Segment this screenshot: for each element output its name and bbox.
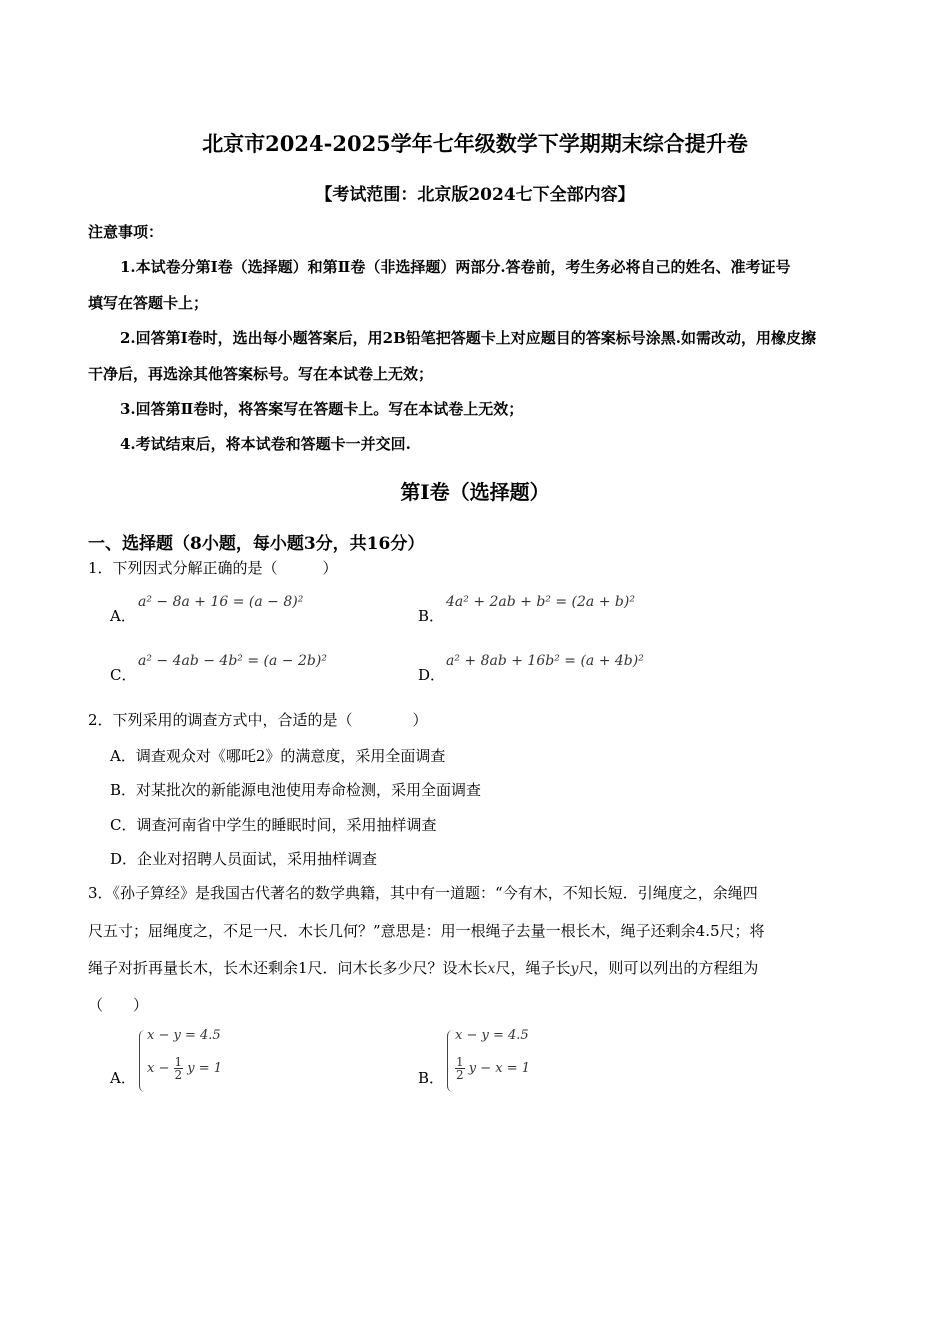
q1-option-c-expr: a² − 4ab − 4b² = (a − 2b)² <box>138 653 327 669</box>
part-one-heading: 一、选择题（8小题，每小题3分，共16分） <box>88 534 425 554</box>
q3-option-b-brace <box>447 1030 454 1092</box>
q3-option-a-frac-num: 1 <box>174 1055 183 1069</box>
q2-option-a: A．调查观众对《哪吒2》的满意度，采用全面调查 <box>110 747 446 765</box>
q3-option-b-eq2 <box>455 1056 530 1081</box>
notes-heading: 注意事项： <box>88 223 164 241</box>
q3-line-3-part-c: 尺，则可以列出的方程组为 <box>578 959 759 977</box>
q2-stem: 2．下列采用的调查方式中，合适的是（ ） <box>88 711 428 729</box>
q2-option-b: B．对某批次的新能源电池使用寿命检测，采用全面调查 <box>110 781 482 799</box>
q1-option-d-label: D． <box>418 666 446 684</box>
note-3: 3.回答第Ⅱ卷时，将答案写在答题卡上。写在本试卷上无效； <box>120 400 524 418</box>
q2-option-d: D．企业对招聘人员面试，采用抽样调查 <box>110 850 378 868</box>
q3-option-b-frac-num: 1 <box>456 1055 464 1069</box>
q3-line-3 <box>88 957 758 978</box>
q3-var-y: y <box>570 961 579 977</box>
q1-option-a-expr: a² − 8a + 16 = (a − 8)² <box>138 594 304 610</box>
q3-option-a-frac-den: 2 <box>174 1068 183 1082</box>
note-1-line-2: 填写在答题卡上； <box>88 294 209 312</box>
q2-option-c: C．调查河南省中学生的睡眠时间，采用抽样调查 <box>110 816 437 834</box>
q3-option-a-fraction <box>174 1056 184 1081</box>
q3-line-3-part-b: 尺，绳子长 <box>495 959 571 977</box>
section-title: 第I卷（选择题） <box>400 480 550 504</box>
exam-scope: 【考试范围：北京版2024七下全部内容】 <box>315 185 635 205</box>
q3-option-a-eq2-left: x − <box>147 1061 170 1076</box>
note-2-line-1: 2.回答第Ⅰ卷时，选出每小题答案后，用2B铅笔把答题卡上对应题目的答案标号涂黑.如需改动，用橡皮擦 <box>120 329 817 347</box>
q3-line-2: 尺五寸；屈绳度之，不足一尺．木长几何？”意思是：用一根绳子去量一根长木，绳子还剩余4.5尺；将 <box>88 922 765 940</box>
q3-option-a-eq2-right: y = 1 <box>187 1061 223 1076</box>
q3-option-b-eq1: x − y = 4.5 <box>455 1028 529 1043</box>
note-2-line-2: 干净后，再选涂其他答案标号。写在本试卷上无效； <box>88 365 434 383</box>
q3-answer-paren: （ ） <box>88 996 149 1014</box>
note-1-line-1: 1.本试卷分第Ⅰ卷（选择题）和第Ⅱ卷（非选择题）两部分.答卷前，考生务必将自己的姓名、准考证号 <box>120 258 791 276</box>
q3-option-a-eq2 <box>147 1056 222 1081</box>
q1-option-d-expr: a² + 8ab + 16b² = (a + 4b)² <box>446 653 644 669</box>
q3-option-b-frac-den: 2 <box>456 1068 464 1082</box>
q1-option-b-expr: 4a² + 2ab + b² = (2a + b)² <box>446 594 635 610</box>
q3-option-a-label: A． <box>110 1069 136 1087</box>
q3-var-x: x <box>487 961 496 977</box>
page-title: 北京市2024-2025学年七年级数学下学期期末综合提升卷 <box>202 131 748 156</box>
q1-option-c-label: C． <box>110 666 137 684</box>
q3-line-3-part-a: 绳子对折再量长木，长木还剩余1尺．问木长多少尺？设木长 <box>88 959 488 977</box>
q3-line-1: 3．《孙子算经》是我国古代著名的数学典籍，其中有一道题：“今有木，不知长短．引绳度之，余绳四 <box>88 884 758 902</box>
q3-option-a-eq1: x − y = 4.5 <box>147 1028 221 1043</box>
q1-stem: 1．下列因式分解正确的是（ ） <box>88 559 338 577</box>
q3-option-b-label: B． <box>418 1069 445 1087</box>
note-4: 4.考试结束后，将本试卷和答题卡一并交回. <box>120 435 411 453</box>
q3-option-a-brace <box>139 1030 146 1092</box>
q1-option-a-label: A． <box>110 607 136 625</box>
q3-option-b-fraction <box>455 1056 465 1081</box>
q3-option-b-eq2-right: y − x = 1 <box>468 1061 531 1076</box>
q1-option-b-label: B． <box>418 607 445 625</box>
